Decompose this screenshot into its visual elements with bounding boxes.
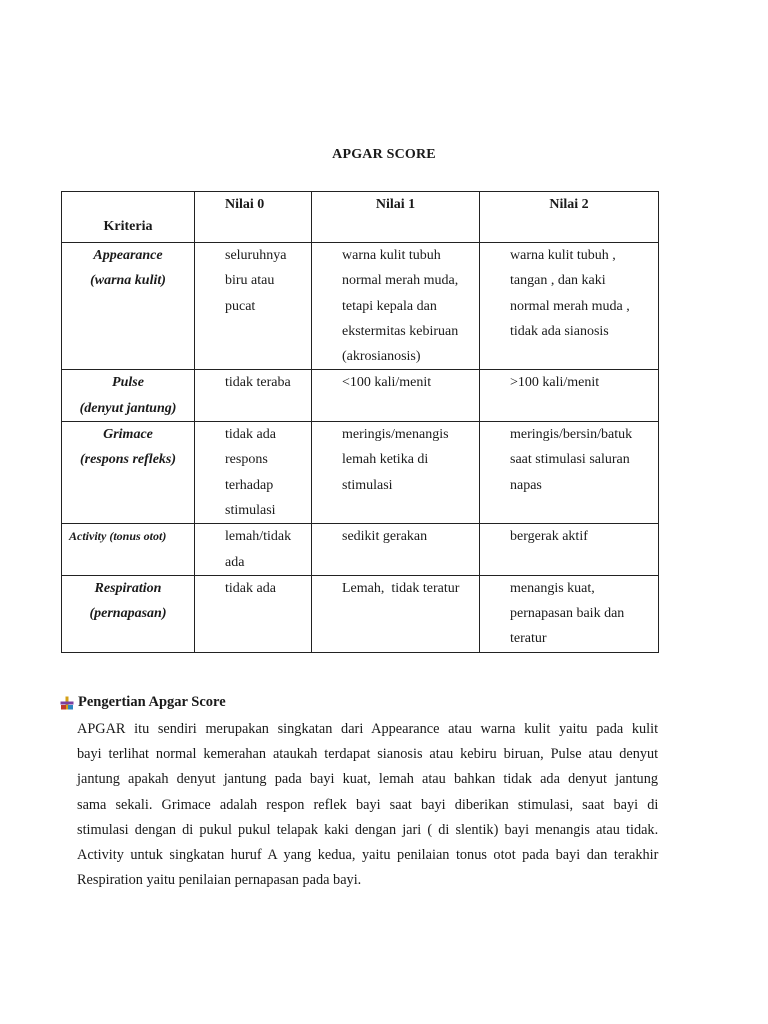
bullet-icon xyxy=(60,696,74,710)
table-row xyxy=(62,575,659,652)
nilai-2-cell: warna kulit tubuh , tangan , dan kaki normal merah muda , tidak ada sianosis xyxy=(480,243,659,370)
criteria-translation: (denyut jantung) xyxy=(79,400,177,416)
criteria-cell xyxy=(62,243,195,370)
criteria-cell xyxy=(62,422,195,524)
nilai-0-cell: seluruhnya biru atau pucat xyxy=(195,243,312,370)
table-row xyxy=(62,243,659,370)
criteria-translation: (pernapasan) xyxy=(89,606,167,622)
paragraph-line: jantung apakah denyut jantung pada bayi kuat, lemah atau bahkan tidak ada denyut jantung xyxy=(77,771,658,788)
header-criteria: Kriteria xyxy=(62,192,195,243)
criteria-name: Activity (tonus otot) xyxy=(69,529,167,544)
header-nilai-1: Nilai 1 xyxy=(312,192,480,243)
page-title: APGAR SCORE xyxy=(332,147,436,162)
criteria-name: Appearance xyxy=(93,248,163,263)
paragraph-line: sama sekali. Grimace adalah respon reflek bayi saat bayi diberikan stimulasi, saat bayi di xyxy=(77,796,659,813)
section-paragraph xyxy=(77,717,658,893)
nilai-1-cell: Lemah, tidak teratur xyxy=(312,575,480,652)
nilai-0-cell: lemah/tidak ada xyxy=(195,524,312,576)
criteria-name: Grimace xyxy=(103,427,153,443)
criteria-cell xyxy=(62,524,195,576)
nilai-2-cell: bergerak aktif xyxy=(480,524,659,576)
criteria-cell xyxy=(62,575,195,652)
paragraph-line: APGAR itu sendiri merupakan singkatan dari Appearance atau warna kulit yaitu pada kulit xyxy=(77,721,659,737)
table-row xyxy=(62,370,659,422)
criteria-name: Pulse xyxy=(112,375,144,391)
nilai-2-cell: meringis/bersin/batuk saat stimulasi saluran napas xyxy=(480,422,659,524)
criteria-translation: (warna kulit) xyxy=(90,273,166,289)
table-row xyxy=(62,422,659,524)
section-heading xyxy=(60,694,226,711)
paragraph-line: stimulasi dengan di pukul pukul telapak kaki dengan jari ( di slentik) bayi menangis atau tidak. xyxy=(77,821,659,838)
criteria-name: Respiration xyxy=(94,580,162,596)
apgar-table xyxy=(61,191,659,653)
criteria-translation: (respons refleks) xyxy=(79,452,177,468)
section-heading-text: Pengertian Apgar Score xyxy=(78,694,226,710)
nilai-1-cell: <100 kali/menit xyxy=(312,370,480,422)
paragraph-line: bayi terlihat normal kemerahan ataukah terdapat sianosis atau kebiru biruan, Pulse atau denyut xyxy=(77,746,659,763)
nilai-0-cell: tidak teraba xyxy=(195,370,312,422)
paragraph-line: Respiration yaitu penilaian pernapasan pada bayi. xyxy=(77,872,362,889)
nilai-2-cell: menangis kuat, pernapasan baik dan teratur xyxy=(480,575,659,652)
nilai-1-cell: sedikit gerakan xyxy=(312,524,480,576)
paragraph-line: Activity untuk singkatan huruf A yang kedua, yaitu penilaian tonus otot pada bayi dan terakhir xyxy=(77,847,659,864)
table-row xyxy=(62,524,659,576)
criteria-cell xyxy=(62,370,195,422)
nilai-0-cell: tidak ada xyxy=(195,575,312,652)
nilai-1-cell: meringis/menangis lemah ketika di stimulasi xyxy=(312,422,480,524)
nilai-0-cell: tidak ada respons terhadap stimulasi xyxy=(195,422,312,524)
header-nilai-2: Nilai 2 xyxy=(480,192,659,243)
table-header-row xyxy=(62,192,659,243)
nilai-2-cell: >100 kali/menit xyxy=(480,370,659,422)
header-nilai-0: Nilai 0 xyxy=(195,192,312,243)
nilai-1-cell: warna kulit tubuh normal merah muda, tetapi kepala dan ekstermitas kebiruan (akrosianosis) xyxy=(312,243,480,370)
